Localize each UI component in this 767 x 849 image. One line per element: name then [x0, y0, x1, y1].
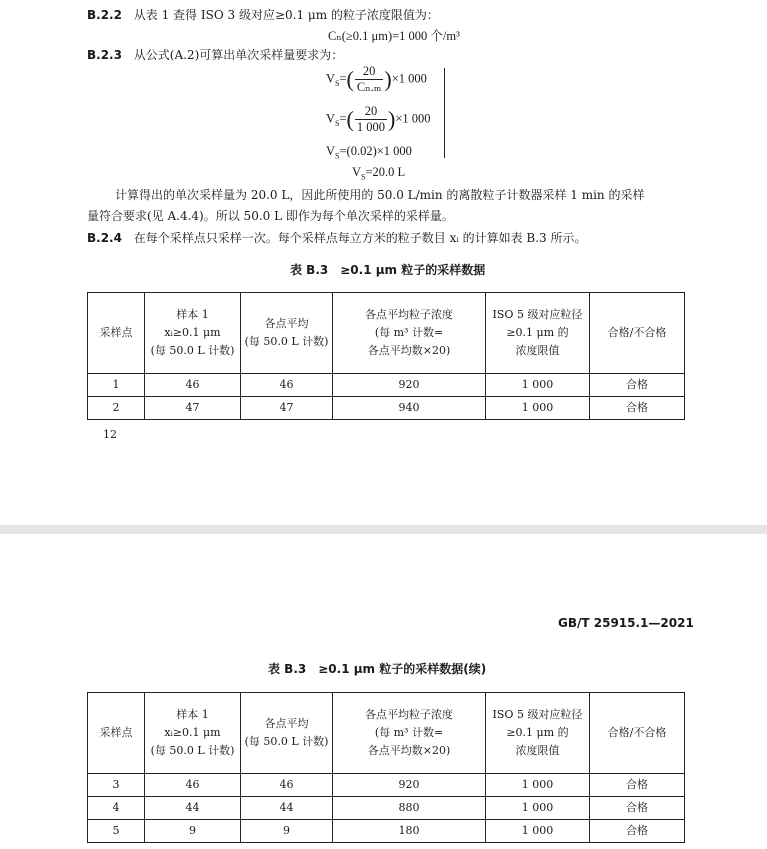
page-separator	[0, 525, 767, 534]
document-page-2	[0, 534, 767, 849]
table-cell: 5	[88, 820, 145, 843]
formula-line-2: $V_S=$( $\frac{20}{1 000}$ )×1 000	[326, 104, 431, 134]
table-row	[88, 820, 685, 843]
table-cell: 1 000	[486, 774, 590, 797]
header-line: (每 50.0 L 计数)	[150, 344, 235, 357]
header-sampling-point: 采样点	[88, 293, 145, 374]
table-row	[88, 397, 685, 420]
table-cell: 3	[88, 774, 145, 797]
table-cell: 合格	[590, 797, 685, 820]
header-line: ISO 5 级对应粒径	[492, 308, 583, 321]
table-cell: 4	[88, 797, 145, 820]
header-line: 样本 1	[176, 708, 209, 721]
clause-b24	[87, 229, 587, 246]
header-point-average	[241, 693, 333, 774]
table-cell: 47	[145, 397, 241, 420]
table-cell: 180	[333, 820, 486, 843]
table-cell: 1	[88, 374, 145, 397]
header-line: 各点平均数×20)	[367, 744, 451, 757]
table-cell: 2	[88, 397, 145, 420]
clause-text: 从表 1 查得 ISO 3 级对应≥0.1 μm 的粒子浓度限值为：	[133, 8, 439, 22]
table-header-row	[88, 293, 685, 374]
header-line: (每 m³ 计数=	[374, 726, 444, 739]
clause-number: B.2.2	[87, 8, 122, 22]
table-cell: 1 000	[486, 797, 590, 820]
table-cell: 920	[333, 374, 486, 397]
clause-b23	[87, 46, 343, 63]
paragraph-line-1: 计算得出的单次采样量为 20.0 L，因此所使用的 50.0 L/min 的离散粒子计数器采样 1 min 的采样	[115, 188, 645, 202]
sampling-data-table	[87, 292, 685, 420]
formula-cn-limit: Cₙ(≥0.1 μm)=1 000 个/m³	[328, 29, 460, 43]
table-cell: 46	[241, 374, 333, 397]
paragraph-line-2: 量符合要求(见 A.4.4)。所以 50.0 L 即作为每个单次采样的采样量。	[87, 209, 454, 223]
fraction: $\frac{20}{1 000}$	[356, 104, 385, 134]
table-cell: 46	[145, 374, 241, 397]
table-cell: 9	[145, 820, 241, 843]
standard-code: GB/T 25915.1—2021	[558, 616, 694, 630]
clause-text: 从公式(A.2)可算出单次采样量要求为：	[133, 48, 344, 62]
table-caption-continued: 表 B.3 ≥0.1 μm 粒子的采样数据(续)	[268, 662, 487, 676]
header-pass-fail: 合格/不合格	[590, 693, 685, 774]
header-line: 各点平均粒子浓度	[365, 308, 453, 321]
table-row	[88, 374, 685, 397]
header-line: 浓度限值	[515, 344, 560, 357]
table-cell: 44	[145, 797, 241, 820]
header-pass-fail: 合格/不合格	[590, 293, 685, 374]
header-line: 各点平均	[264, 317, 309, 330]
header-average-concentration	[333, 693, 486, 774]
header-line: 各点平均粒子浓度	[365, 708, 453, 721]
header-line: ≥0.1 μm 的	[506, 726, 569, 739]
formula-bracket-line	[444, 68, 445, 158]
formula-line-3: $V_S=(0.02)\times 1$ 000	[326, 144, 412, 161]
clause-text: 在每个采样点只采样一次。每个采样点每立方米的粒子数目 xᵢ 的计算如表 B.3 所示。	[133, 231, 587, 245]
header-sampling-point: 采样点	[88, 693, 145, 774]
table-cell: 46	[241, 774, 333, 797]
table-cell: 46	[145, 774, 241, 797]
header-iso-limit	[486, 693, 590, 774]
header-line: (每 50.0 L 计数)	[244, 735, 329, 748]
table-cell: 1 000	[486, 820, 590, 843]
header-line: 各点平均	[264, 717, 309, 730]
fraction: $\frac{20}{\text{Cₙ.ₘ}}$	[356, 64, 382, 94]
header-line: ≥0.1 μm 的	[506, 326, 569, 339]
header-line: (每 50.0 L 计数)	[244, 335, 329, 348]
header-line: xᵢ≥0.1 μm	[164, 326, 221, 339]
table-cell: 880	[333, 797, 486, 820]
table-cell: 920	[333, 774, 486, 797]
table-row	[88, 797, 685, 820]
table-caption: 表 B.3 ≥0.1 μm 粒子的采样数据	[290, 263, 486, 277]
clause-b22	[87, 6, 439, 23]
table-cell: 合格	[590, 774, 685, 797]
header-line: ISO 5 级对应粒径	[492, 708, 583, 721]
header-sample-1	[145, 693, 241, 774]
page-number: 12	[103, 428, 117, 441]
table-row	[88, 774, 685, 797]
clause-number: B.2.4	[87, 231, 122, 245]
header-line: 各点平均数×20)	[367, 344, 451, 357]
table-cell: 合格	[590, 397, 685, 420]
header-line: (每 m³ 计数=	[374, 326, 444, 339]
clause-number: B.2.3	[87, 48, 122, 62]
table-cell: 47	[241, 397, 333, 420]
header-iso-limit	[486, 293, 590, 374]
table-cell: 合格	[590, 374, 685, 397]
table-cell: 44	[241, 797, 333, 820]
table-cell: 合格	[590, 820, 685, 843]
table-cell: 1 000	[486, 397, 590, 420]
header-line: (每 50.0 L 计数)	[150, 744, 235, 757]
formula-line-1: $V_S=$( $\frac{20}{\text{Cₙ.ₘ}}$ )×1 000	[326, 64, 427, 94]
formula-line-4: $V_S=20.0$ L	[352, 165, 406, 182]
table-cell: 1 000	[486, 374, 590, 397]
header-point-average	[241, 293, 333, 374]
table-header-row	[88, 693, 685, 774]
table-cell: 940	[333, 397, 486, 420]
sampling-data-table-continued	[87, 692, 685, 843]
header-line: 样本 1	[176, 308, 209, 321]
header-line: xᵢ≥0.1 μm	[164, 726, 221, 739]
header-sample-1	[145, 293, 241, 374]
header-average-concentration	[333, 293, 486, 374]
table-cell: 9	[241, 820, 333, 843]
header-line: 浓度限值	[515, 744, 560, 757]
